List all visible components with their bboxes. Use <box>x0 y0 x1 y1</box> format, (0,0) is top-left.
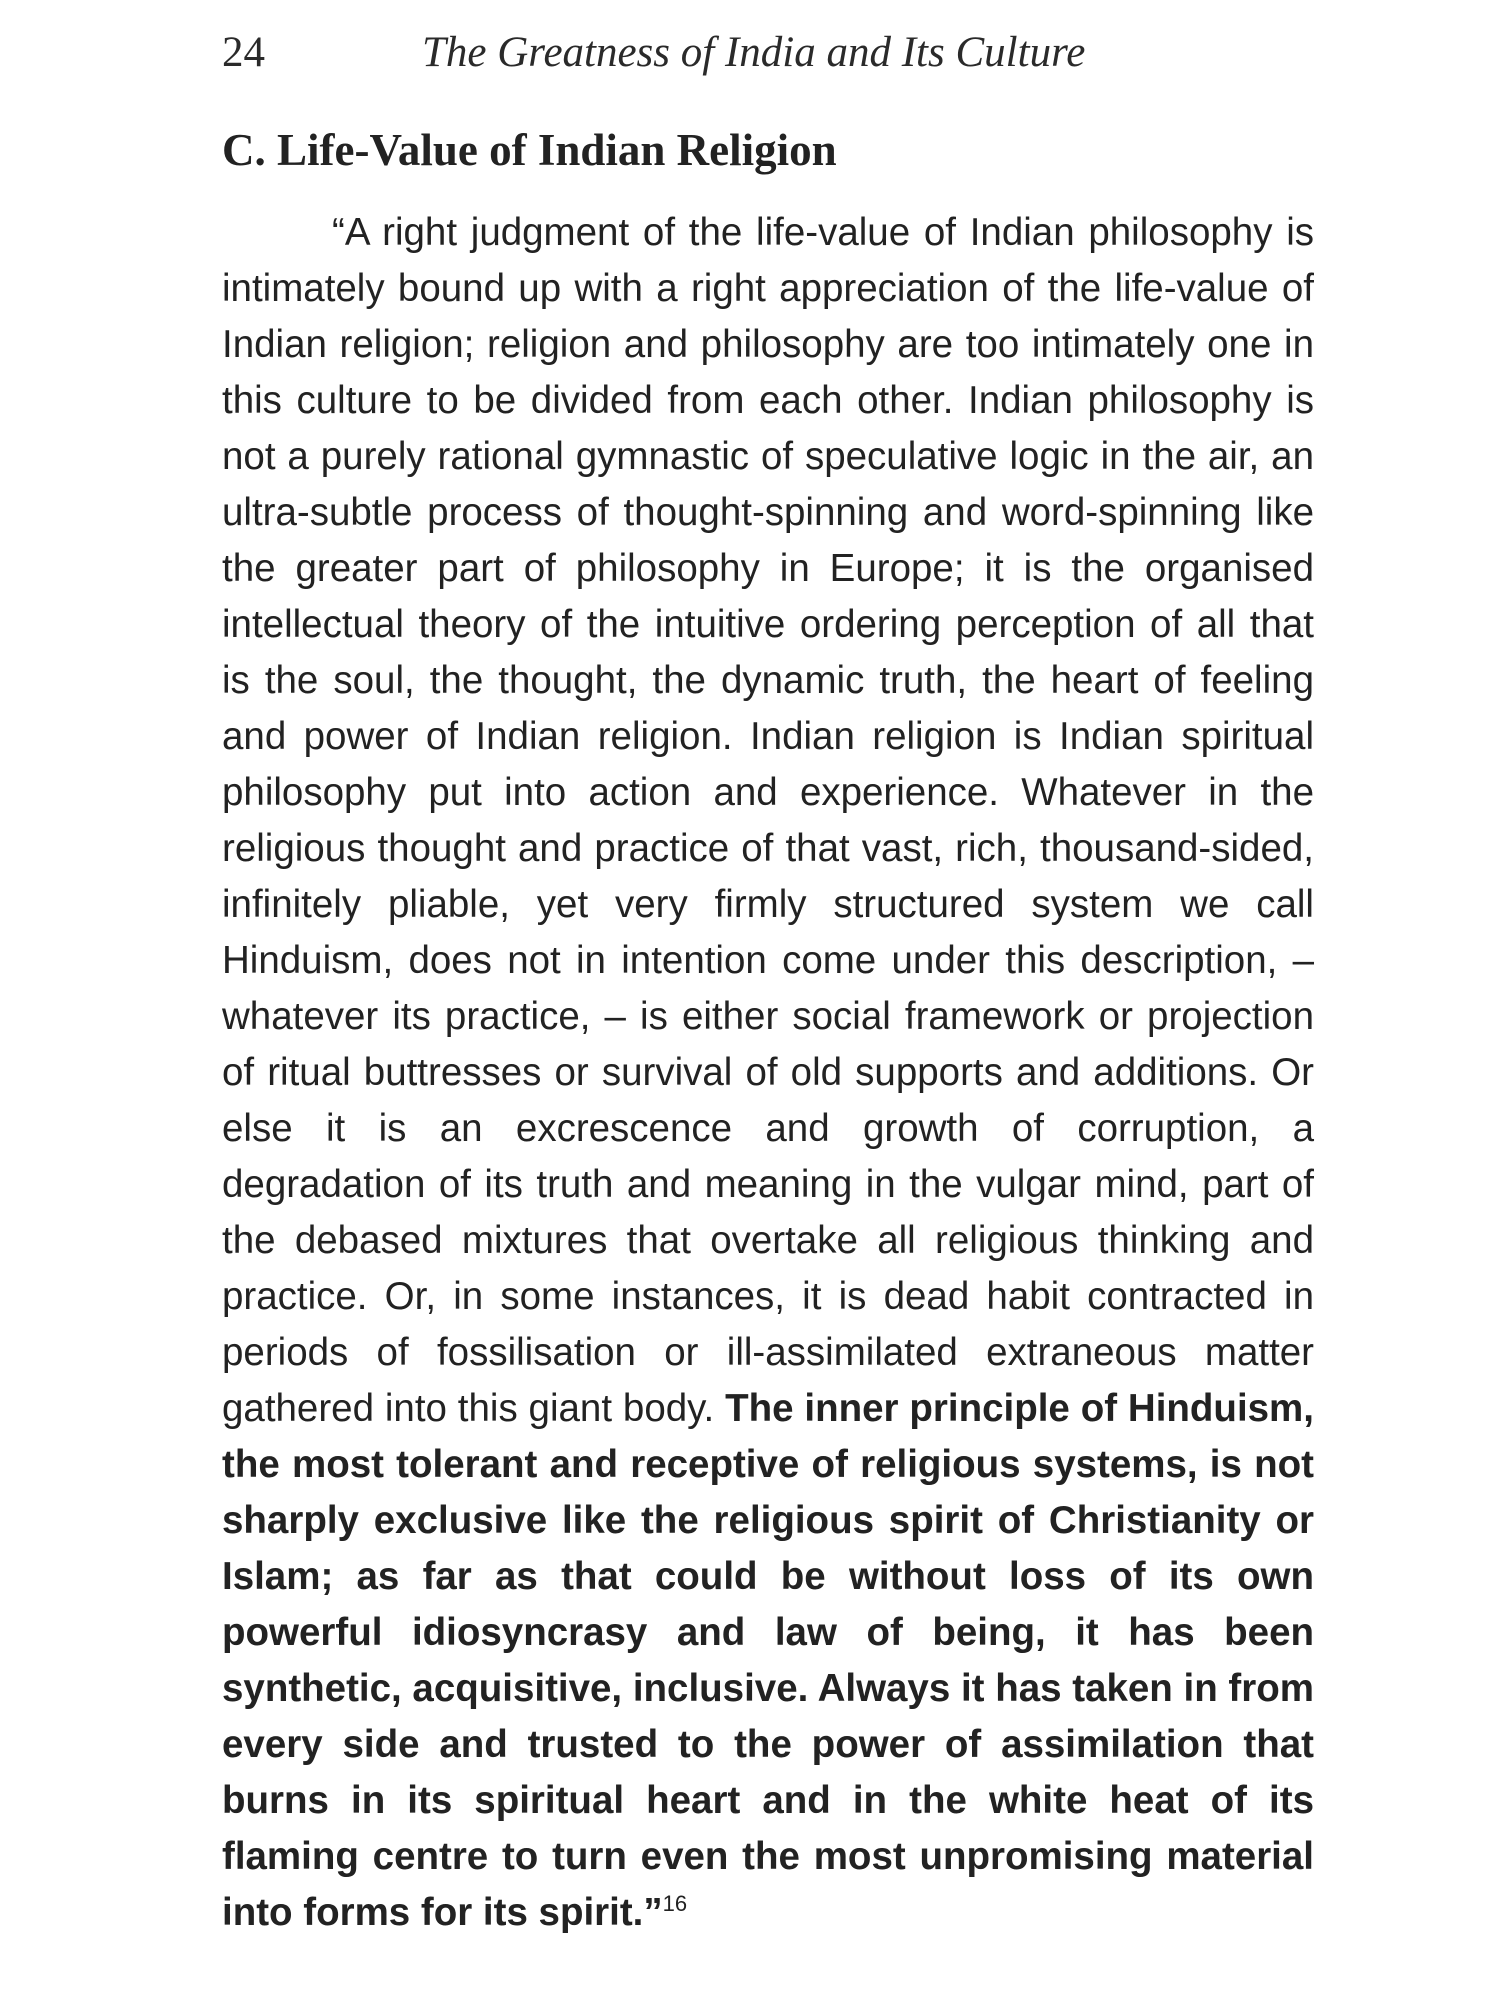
footnote-reference: 16 <box>662 1891 688 1917</box>
page-number: 24 <box>222 29 265 76</box>
paragraph-regular-text: “A right judgment of the life-value of Indian philosophy is intimately bound up with a right appreciation of the life-value of Indian religion; religion and philosophy are too intimately one in this culture to be divided from each other. Indian philosophy is not a purely rational gymnastic of speculative logic in the air, an ultra-subtle process of thought-spinning and word-spinning like the greater part of philosophy in Europe; it is the organised intellectual theory of the intuitive ordering perception of all that is the soul, the thought, the dynamic truth, the heart of feeling and power of Indian religion. Indian religion is Indian spiritual philosophy put into action and experience. Whatever in the religious thought and practice of that vast, rich, thousand-sided, infinitely pliable, yet very firmly structured system we call Hinduism, does not in intention come under this description, – whatever its practice, – is either social framework or projection of ritual buttresses or survival of old supports and additions. Or else it is an excrescence and growth of corruption, a degradation of its truth and meaning in the vulgar mind, part of the debased mixtures that overtake all religious thinking and practice. Or, in some instances, it is dead habit contracted in periods of fossilisation or ill-assimilated extraneous matter gathered into this giant body. <box>222 211 1314 1430</box>
running-title: The Greatness of India and Its Culture <box>422 29 1086 76</box>
running-header <box>222 22 1310 82</box>
quoted-paragraph <box>222 205 1314 1941</box>
paragraph-bold-text: The inner principle of Hinduism, the most tolerant and receptive of religious systems, is not sharply exclusive like the religious spirit of Christianity or Islam; as far as that could be without loss of its own powerful idiosyncrasy and law of being, it has been synthetic, acquisitive, inclusive. Always it has taken in from every side and trusted to the power of assimilation that burns in its spiritual heart and in the white heat of its flaming centre to turn even the most unpromising material into forms for its spirit.” <box>222 1387 1314 1934</box>
section-heading: C. Life-Value of Indian Religion <box>222 125 837 175</box>
